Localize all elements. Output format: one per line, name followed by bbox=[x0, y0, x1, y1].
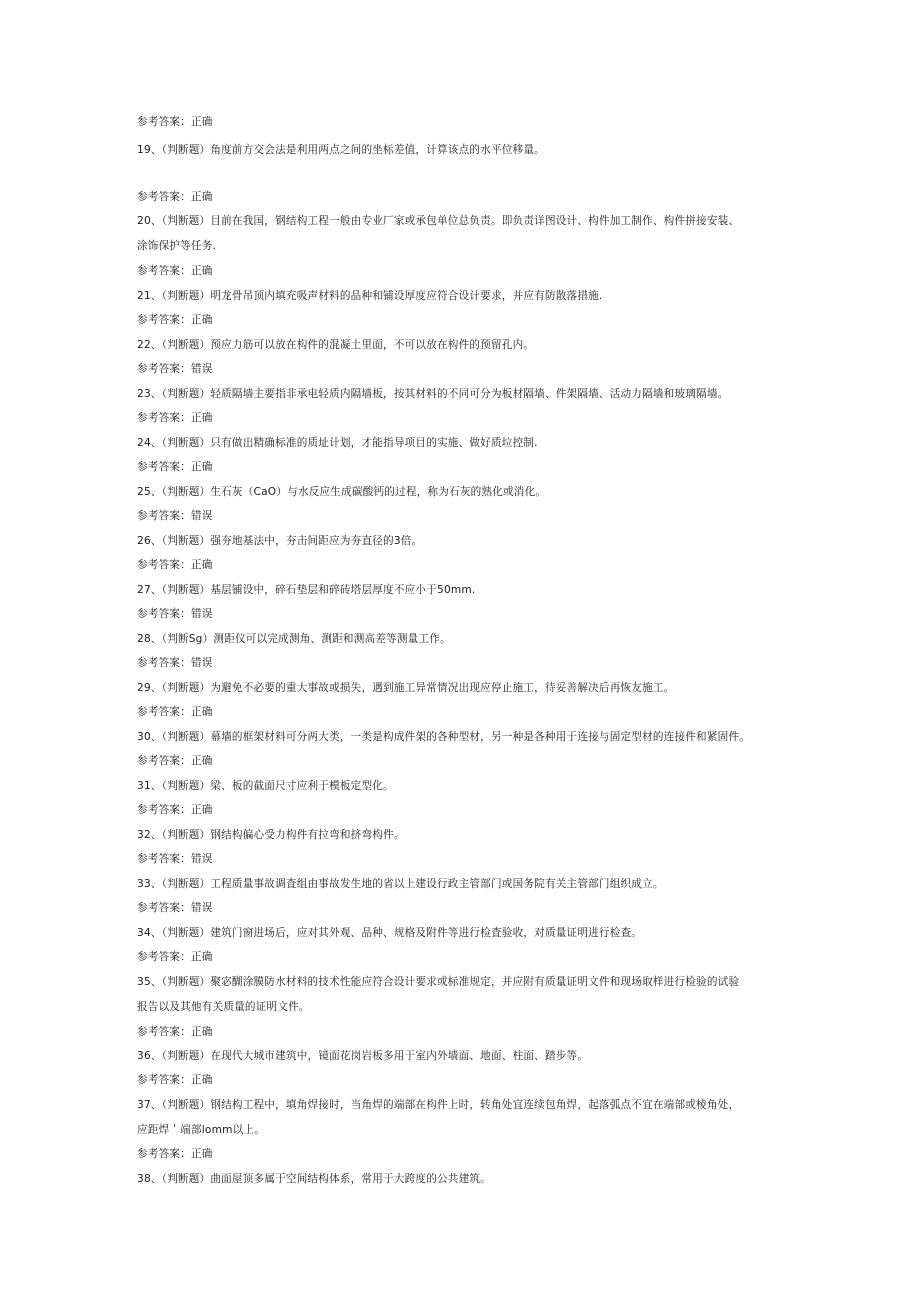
question-line: 24、（判断题）只有做出精确标准的质址计划，才能指导项目的实施、做好质垃控制. bbox=[137, 437, 538, 449]
answer-line: 参考答案：错误 bbox=[137, 853, 213, 865]
question-line: 31、（判断题）梁、板的截面尺寸应利于模板定型化。 bbox=[137, 780, 394, 792]
question-line: 20、（判断题）目前在我国，钢结构工程一般由专业厂家或承包单位总负责。即负责详图设计、构件加工制作、构件拼接安装、 bbox=[137, 215, 740, 227]
question-line: 28、（判断Sg）测距仪可以完成测角、测距和测高差等测量工作。 bbox=[137, 633, 451, 645]
question-line: 30、（判断题）幕墙的框架材料可分两大类，一类是构成件架的各种型材，另一种是各种用于连接与固定型材的连接件和紧固件。 bbox=[137, 731, 751, 743]
question-line: 涂饰保护等任务. bbox=[137, 240, 217, 252]
question-line: 报告以及其他有关质量的证明文件。 bbox=[137, 1001, 310, 1013]
question-line: 21、（判断题）明龙骨吊顶内填充吸声材料的品种和铺设厚度应符合设计要求，并应有防散落措施. bbox=[137, 290, 603, 302]
question-line: 38、（判断题）曲面屋顶多属于空间结构体系，常用于大跨度的公共建筑。 bbox=[137, 1173, 491, 1185]
question-line: 29、（判断题）为避免不必要的重大事故或损失，遇到施工异常情况出现应停止施工，待妥善解决后再恢友施工。 bbox=[137, 682, 675, 694]
answer-line: 参考答案：错误 bbox=[137, 608, 213, 620]
question-line: 22、（判断题）预应力筋可以放在构件的混凝土里面，不可以放在构件的预留孔内。 bbox=[137, 339, 535, 351]
answer-line: 参考答案：正确 bbox=[137, 461, 213, 473]
answer-line: 参考答案：错误 bbox=[137, 902, 213, 914]
answer-line: 参考答案：错误 bbox=[137, 657, 213, 669]
question-line: 23、（判断题）轻质隔墙主要指非承电轻质内隔墙板，按其材料的不同可分为板材隔墙、件架隔墙、活动力隔墙和玻璃隔墙。 bbox=[137, 388, 729, 400]
question-line: 37、（判断题）钢结构工程中，填角焊接时，当角焊的端部在构件上时，转角处宜连续包角焊，起落弧点不宜在端部或棱角处， bbox=[137, 1099, 740, 1111]
answer-line: 参考答案：正确 bbox=[137, 706, 213, 718]
question-line: 33、（判断题）工程质量事故调査组由事故发生地的省以上建设行政主管部门或国务院有关主管部门组织成立。 bbox=[137, 878, 664, 890]
answer-line: 参考答案：正确 bbox=[137, 314, 213, 326]
answer-line: 参考答案：正确 bbox=[137, 191, 213, 203]
question-line: 32、（判断题）钢结构偏心受力构件有拉弯和挤弯构件。 bbox=[137, 829, 405, 841]
question-line: 27、（判断题）基层铺设中，碎石垫层和碎砖塔层厚度不应小于50mm. bbox=[137, 584, 476, 596]
answer-line: 参考答案：正确 bbox=[137, 951, 213, 963]
question-line: 25、（判断题）生石灰（CaO）与水反应生成碳酸钙的过程，称为石灰的熟化或消化。 bbox=[137, 486, 547, 498]
answer-line: 参考答案：错误 bbox=[137, 510, 213, 522]
question-line: 19、（判断题）角度前方交会法是利用两点之间的坐标差值，计算该点的水平位移量。 bbox=[137, 144, 545, 156]
answer-line: 参考答案：正确 bbox=[137, 116, 213, 128]
answer-line: 参考答案：正确 bbox=[137, 804, 213, 816]
question-line: 26、（判断题）强夯地基法中，夯击间距应为夯直径的3倍。 bbox=[137, 535, 423, 547]
question-line: 35、（判断题）聚宓醐涂膜防水材料的技术性能应符合设计要求或标准规定，并应附有质量证明文件和现场取样进行检验的试验 bbox=[137, 976, 740, 988]
answer-line: 参考答案：正确 bbox=[137, 1148, 213, 1160]
answer-line: 参考答案：正确 bbox=[137, 265, 213, 277]
answer-line: 参考答案：错误 bbox=[137, 363, 213, 375]
answer-line: 参考答案：正确 bbox=[137, 412, 213, 424]
question-line: 36、（判断题）在现代大城市建筑中，镜面花岗岩板多用于室内外墙面、地面、柱面、踏步等。 bbox=[137, 1050, 589, 1062]
question-line: 34、（判断题）建筑门窗进场后，应对其外观、品种、规格及附件等进行检査验收，对质量证明进行检查。 bbox=[137, 927, 643, 939]
answer-line: 参考答案：正确 bbox=[137, 1074, 213, 1086]
answer-line: 参考答案：正确 bbox=[137, 755, 213, 767]
answer-line: 参考答案：正确 bbox=[137, 1026, 213, 1038]
answer-line: 参考答案：正确 bbox=[137, 559, 213, 571]
question-line: 应距焊＇端部lomm以上。 bbox=[137, 1124, 266, 1136]
